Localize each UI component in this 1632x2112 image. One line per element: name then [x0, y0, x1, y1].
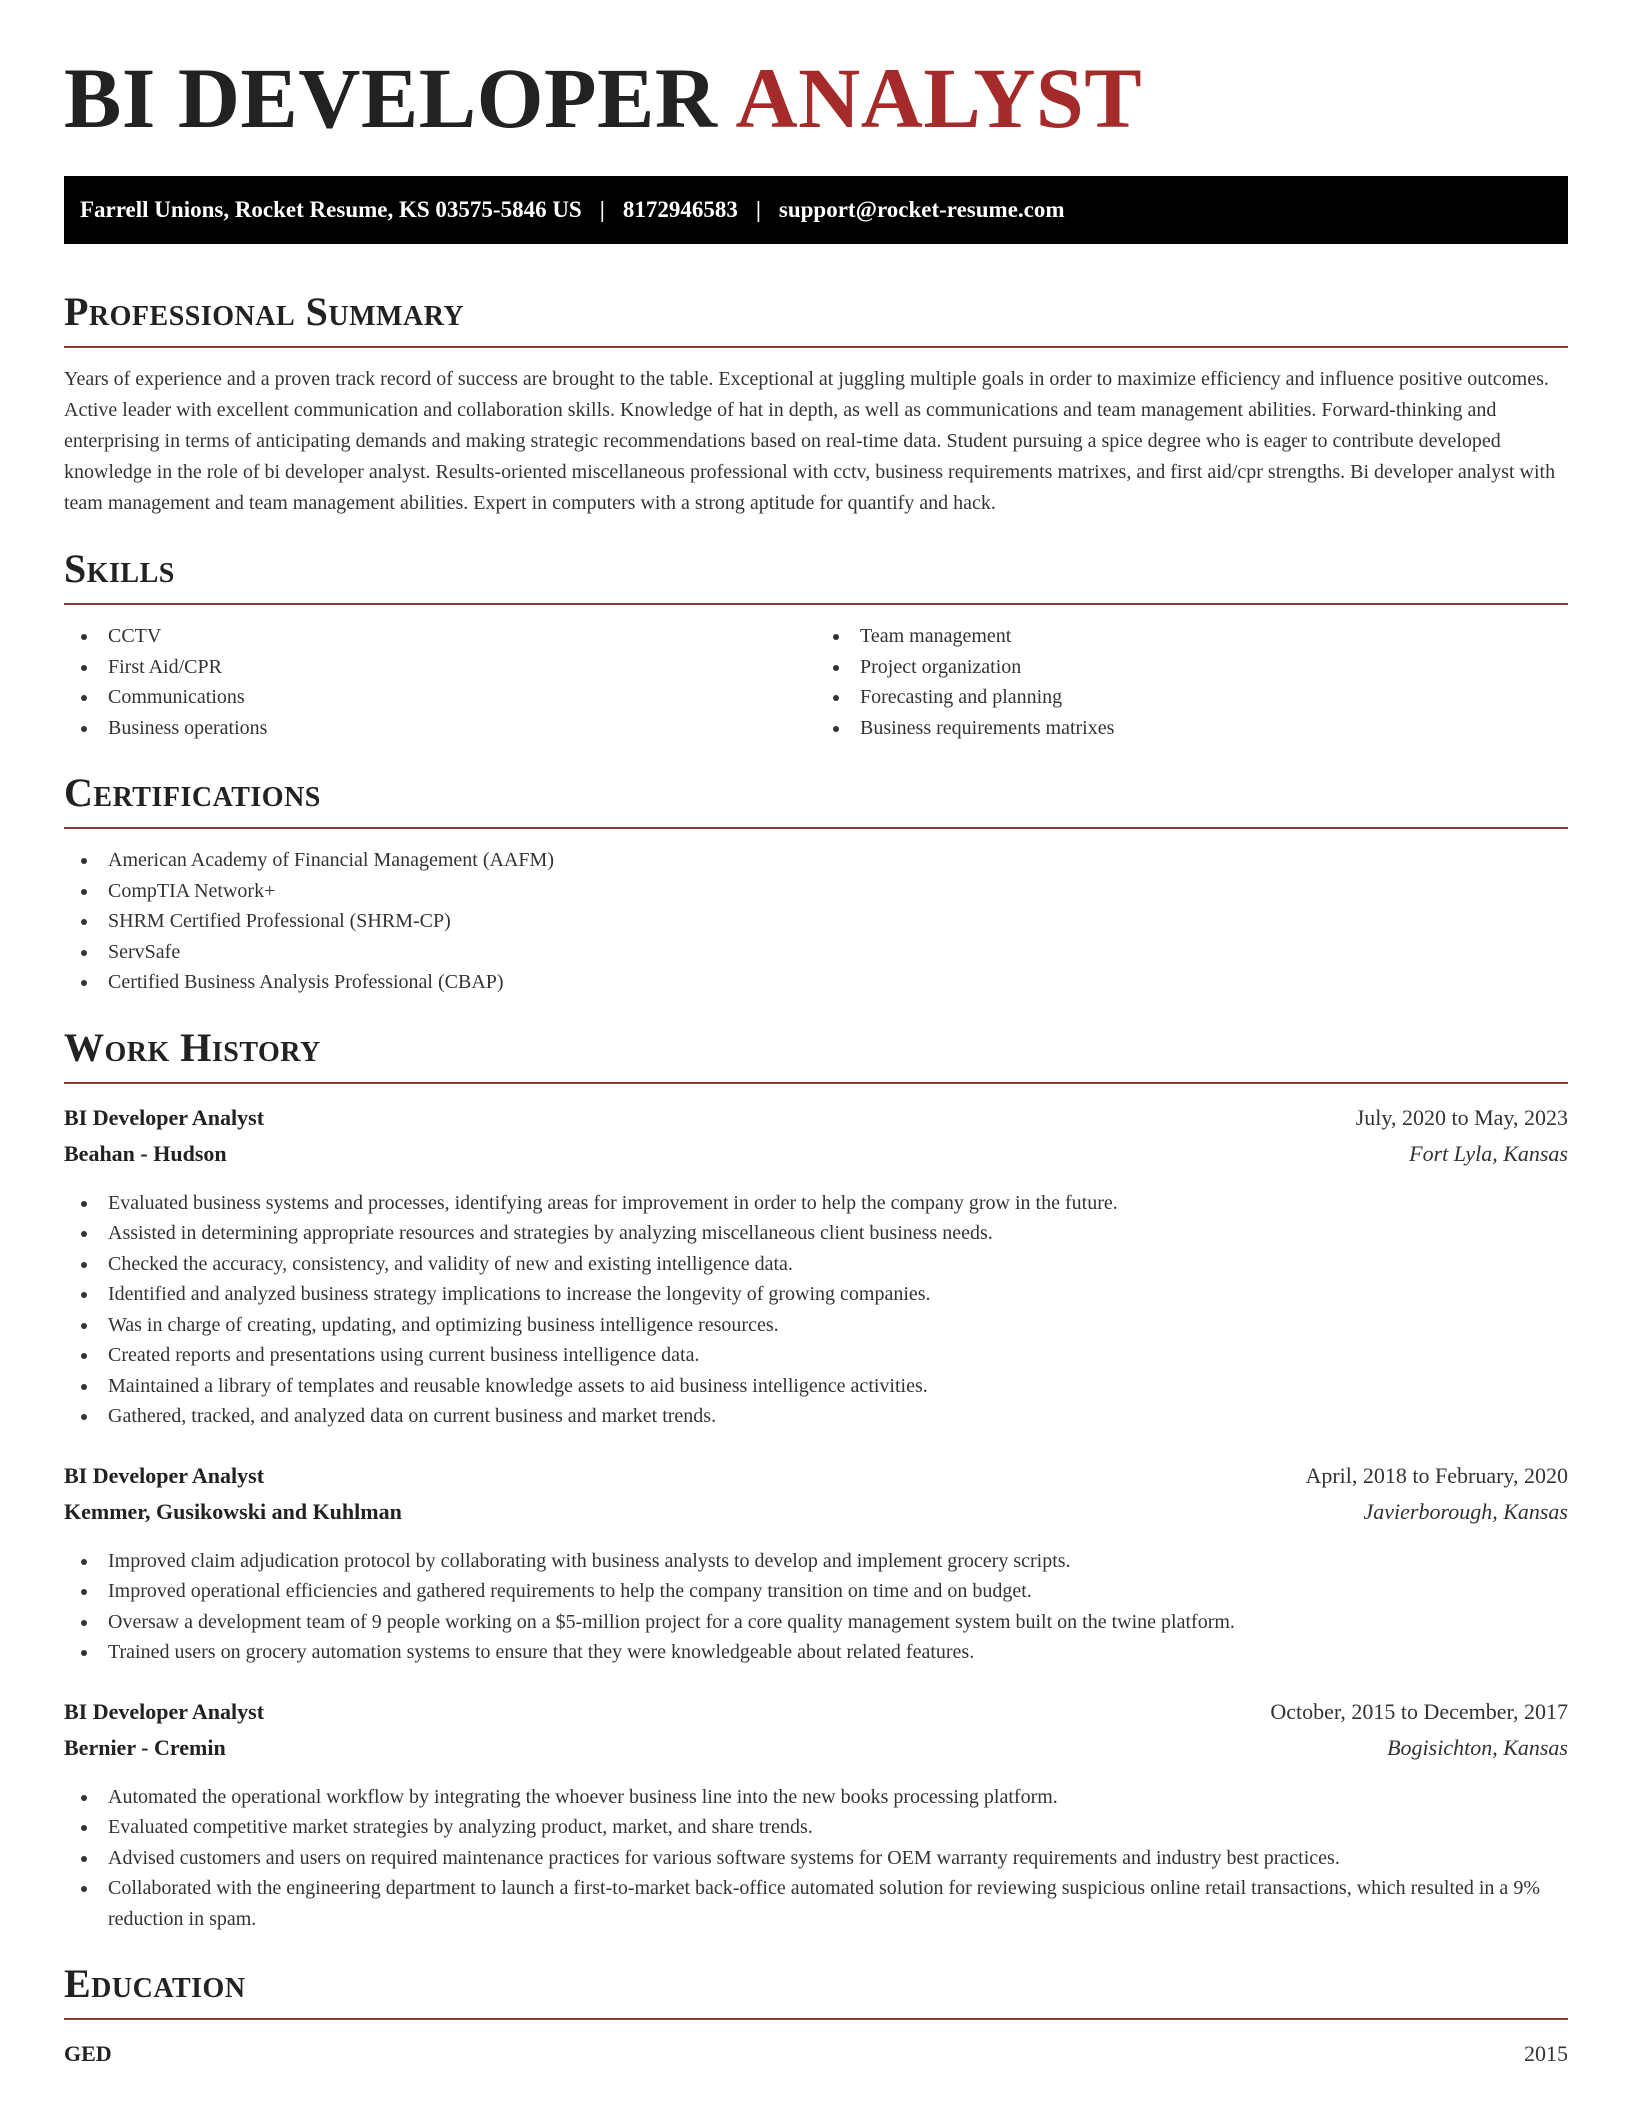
job-bullet: Identified and analyzed business strategy implications to increase the longevity of growing companies.: [64, 1279, 1568, 1310]
job-title: BI Developer Analyst: [64, 1104, 265, 1130]
job-bullet: Evaluated business systems and processes, identifying areas for improvement in order to help the company grow in the future.: [64, 1188, 1568, 1219]
job-location: Bogisichton, Kansas: [1387, 1734, 1568, 1760]
job-bullet: Was in charge of creating, updating, and optimizing business intelligence resources.: [64, 1310, 1568, 1341]
job-dates: April, 2018 to February, 2020: [1305, 1462, 1568, 1488]
skill-item: Project organization: [816, 652, 1568, 683]
job-company-row: [64, 1730, 1568, 1766]
certification-item: ServSafe: [64, 937, 1568, 968]
job-bullet: Advised customers and users on required maintenance practices for various software systems for OEM warranty requirements and industry best practices.: [64, 1843, 1568, 1874]
job-bullets: [64, 1546, 1568, 1668]
contact-address: Farrell Unions, Rocket Resume, KS 03575-5846 US: [80, 197, 582, 222]
job-bullet: Gathered, tracked, and analyzed data on current business and market trends.: [64, 1401, 1568, 1432]
job-entry: [64, 1100, 1568, 1432]
education-heading: Education: [64, 1961, 246, 2006]
certification-item: CompTIA Network+: [64, 876, 1568, 907]
certification-item: Certified Business Analysis Professional (CBAP): [64, 967, 1568, 998]
summary-heading: Professional Summary: [64, 289, 465, 334]
skills-grid: [64, 605, 1568, 743]
certification-item: American Academy of Financial Management (AAFM): [64, 845, 1568, 876]
skill-item: First Aid/CPR: [64, 652, 816, 683]
job-bullet: Improved operational efficiencies and gathered requirements to help the company transition on time and on budget.: [64, 1576, 1568, 1607]
job-title: BI Developer Analyst: [64, 1462, 265, 1488]
skill-item: CCTV: [64, 621, 816, 652]
education-degree: GED: [64, 2041, 112, 2066]
contact-separator: |: [755, 197, 761, 222]
job-dates: October, 2015 to December, 2017: [1270, 1698, 1568, 1724]
job-bullet: Created reports and presentations using current business intelligence data.: [64, 1340, 1568, 1371]
contact-bar: [64, 176, 1568, 244]
job-title: BI Developer Analyst: [64, 1698, 265, 1724]
contact-separator: |: [599, 197, 605, 222]
skills-section: [64, 547, 1568, 743]
education-section: [64, 1962, 1568, 2072]
section-divider: [64, 346, 1568, 348]
job-company-row: [64, 1136, 1568, 1172]
skill-item: Team management: [816, 621, 1568, 652]
skill-item: Forecasting and planning: [816, 682, 1568, 713]
summary-text: Years of experience and a proven track record of success are brought to the table. Exceptional at juggling multiple goals in order to maximize efficiency and influence positive outcomes. Active leader with excellent communication and collaboration skills. Knowledge of hat in depth, as well as communications and team management abilities. Forward-thinking and enterprising in terms of anticipating demands and making strategic recommendations based on real-time data. Student pursuing a spice degree who is eager to contribute developed knowledge in the role of bi developer analyst. Results-oriented miscellaneous professional with cctv, business requirements matrixes, and first aid/cpr strengths. Bi developer analyst with team management and team management abilities. Expert in computers with a strong aptitude for quantify and hack.: [64, 368, 1556, 514]
job-bullets: [64, 1188, 1568, 1432]
skill-item: Business requirements matrixes: [816, 713, 1568, 744]
job-bullet: Evaluated competitive market strategies by analyzing product, market, and share trends.: [64, 1812, 1568, 1843]
job-bullet: Trained users on grocery automation systems to ensure that they were knowledgeable about related features.: [64, 1637, 1568, 1668]
title-main: BI DEVELOPER: [64, 50, 718, 146]
job-location: Fort Lyla, Kansas: [1409, 1140, 1568, 1166]
skills-heading: Skills: [64, 546, 175, 591]
job-entry: [64, 1694, 1568, 1935]
skill-item: Communications: [64, 682, 816, 713]
certifications-list: [64, 845, 1568, 998]
job-header-row: [64, 1694, 1568, 1730]
section-divider: [64, 827, 1568, 829]
certification-item: SHRM Certified Professional (SHRM-CP): [64, 906, 1568, 937]
title-accent: ANALYST: [735, 50, 1143, 146]
job-header-row: [64, 1100, 1568, 1136]
section-divider: [64, 1082, 1568, 1084]
job-bullet: Oversaw a development team of 9 people working on a $5-million project for a core quality management system built on the twine platform.: [64, 1607, 1568, 1638]
section-divider: [64, 2018, 1568, 2020]
job-bullet: Checked the accuracy, consistency, and validity of new and existing intelligence data.: [64, 1249, 1568, 1280]
contact-phone: 8172946583: [622, 197, 738, 222]
skill-item: Business operations: [64, 713, 816, 744]
job-header-row: [64, 1458, 1568, 1494]
certifications-section: [64, 771, 1568, 998]
job-bullet: Improved claim adjudication protocol by collaborating with business analysts to develop and implement grocery scripts.: [64, 1546, 1568, 1577]
work-section: [64, 1026, 1568, 1935]
job-bullet: Collaborated with the engineering department to launch a first-to-market back-office automated solution for reviewing suspicious online retail transactions, which resulted in a 9% reduction in spam.: [64, 1873, 1568, 1934]
job-company: Kemmer, Gusikowski and Kuhlman: [64, 1498, 402, 1524]
contact-email: support@rocket-resume.com: [778, 197, 1065, 222]
work-heading: Work History: [64, 1024, 321, 1070]
job-location: Javierborough, Kansas: [1363, 1498, 1568, 1524]
job-bullets: [64, 1782, 1568, 1935]
job-bullet: Assisted in determining appropriate resources and strategies by analyzing miscellaneous client business needs.: [64, 1218, 1568, 1249]
job-company: Beahan - Hudson: [64, 1140, 227, 1166]
certifications-heading: Certifications: [64, 770, 321, 815]
job-dates: July, 2020 to May, 2023: [1355, 1104, 1568, 1130]
job-company: Bernier - Cremin: [64, 1734, 226, 1760]
job-entry: [64, 1458, 1568, 1668]
education-row: [64, 2036, 1568, 2072]
skills-left-list: [64, 621, 816, 743]
resume-title: [64, 0, 1568, 146]
job-bullet: Maintained a library of templates and reusable knowledge assets to aid business intelligence activities.: [64, 1371, 1568, 1402]
summary-section: [64, 290, 1568, 519]
job-company-row: [64, 1494, 1568, 1530]
job-bullet: Automated the operational workflow by integrating the whoever business line into the new books processing platform.: [64, 1782, 1568, 1813]
education-year: 2015: [1524, 2041, 1568, 2066]
skills-right-list: [816, 621, 1568, 743]
